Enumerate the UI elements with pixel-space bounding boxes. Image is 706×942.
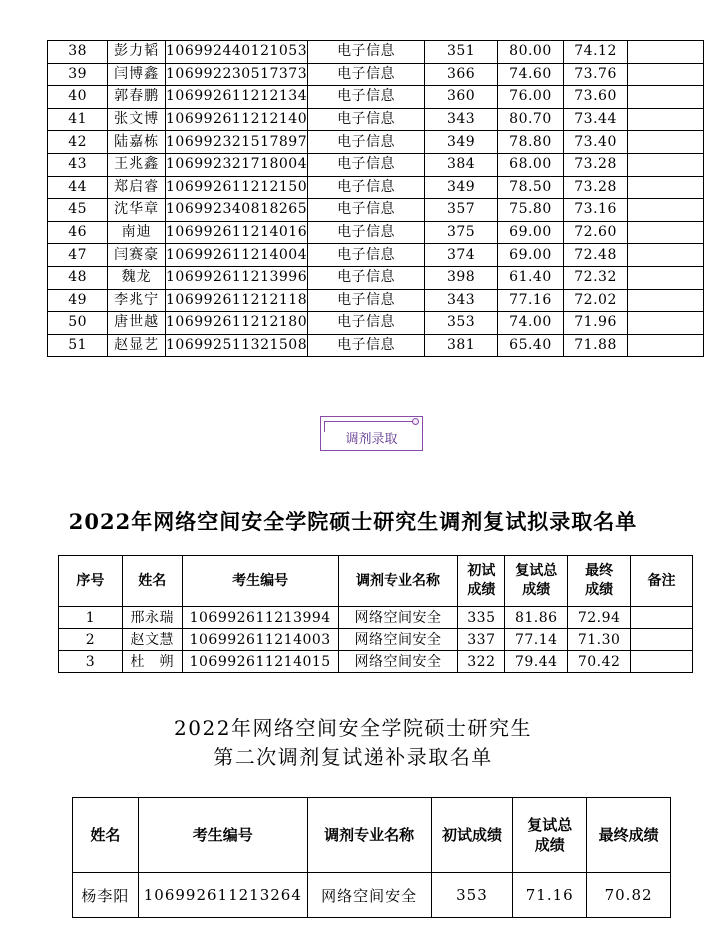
section2-title-line2: 第二次调剂复试递补录取名单 (213, 745, 493, 769)
table-cell: 351 (425, 41, 498, 64)
section1-title: 2022年网络空间安全学院硕士研究生调剂复试拟录取名单 (68, 509, 638, 534)
table-cell: 74.00 (498, 312, 564, 335)
annotation-label: 调剂录取 (345, 432, 398, 447)
table-cell: 赵文慧 (122, 629, 182, 651)
table-cell: 电子信息 (308, 289, 425, 312)
table-cell: 69.00 (498, 244, 564, 267)
table-cell: 43 (48, 153, 108, 176)
table-cell: 106992611212140 (166, 108, 308, 131)
table-cell (628, 41, 704, 64)
table-cell: 40 (48, 86, 108, 109)
admission-table-continued (47, 40, 704, 357)
table-cell: 61.40 (498, 266, 564, 289)
table-cell: 106992511321508 (166, 334, 308, 357)
table-cell: 375 (425, 221, 498, 244)
table-cell: 王兆鑫 (108, 153, 166, 176)
table-cell: 沈华章 (108, 199, 166, 222)
table-cell: 39 (48, 63, 108, 86)
table-cell: 47 (48, 244, 108, 267)
table-cell: 374 (425, 244, 498, 267)
table-cell: 郭春鹏 (108, 86, 166, 109)
table-cell: 353 (425, 312, 498, 335)
table-cell: 106992611214015 (182, 651, 338, 673)
table-row (48, 153, 704, 176)
table-cell: 网络空间安全 (338, 629, 458, 651)
table-cell: 电子信息 (308, 63, 425, 86)
annotation-bracket (324, 421, 419, 432)
section2-title (0, 714, 706, 772)
table-cell (628, 153, 704, 176)
table-cell: 电子信息 (308, 108, 425, 131)
table-cell: 79.44 (505, 651, 568, 673)
table-row (48, 63, 704, 86)
table-cell: 71.88 (563, 334, 628, 357)
table-cell: 78.50 (498, 176, 564, 199)
table-cell: 77.14 (505, 629, 568, 651)
table-cell: 陆嘉栋 (108, 131, 166, 154)
table-cell: 381 (425, 334, 498, 357)
table-header-row (73, 798, 671, 873)
table-cell: 71.96 (563, 312, 628, 335)
table-cell (628, 199, 704, 222)
table-row (48, 131, 704, 154)
header-cell: 最终成绩 (587, 798, 671, 873)
header-cell: 姓名 (122, 556, 182, 607)
table-cell: 38 (48, 41, 108, 64)
table-cell: 80.70 (498, 108, 564, 131)
table-cell: 电子信息 (308, 334, 425, 357)
table-cell (628, 131, 704, 154)
table-cell: 322 (458, 651, 505, 673)
table-cell (628, 221, 704, 244)
annotation-handle-icon[interactable] (412, 418, 419, 425)
table-cell (628, 63, 704, 86)
table-cell: 74.12 (563, 41, 628, 64)
table-cell: 46 (48, 221, 108, 244)
table-cell: 349 (425, 131, 498, 154)
table-cell: 闫博鑫 (108, 63, 166, 86)
table-cell: 邢永瑞 (122, 607, 182, 629)
table-cell: 106992321517897 (166, 131, 308, 154)
table-cell: 杨李阳 (73, 873, 139, 918)
table-cell: 366 (425, 63, 498, 86)
table-cell: 69.00 (498, 221, 564, 244)
table-cell: 51 (48, 334, 108, 357)
header-text-line2: 成绩 (585, 582, 614, 598)
table-cell: 357 (425, 199, 498, 222)
header-text-line1: 最终 (585, 563, 614, 579)
table-cell: 电子信息 (308, 86, 425, 109)
table-row (48, 221, 704, 244)
table-cell: 50 (48, 312, 108, 335)
table-cell (628, 86, 704, 109)
table-row (48, 176, 704, 199)
table-cell: 唐世越 (108, 312, 166, 335)
table-cell: 1 (59, 607, 123, 629)
table-cell: 3 (59, 651, 123, 673)
header-cell: 调剂专业名称 (338, 556, 458, 607)
table-cell (628, 312, 704, 335)
table-cell: 41 (48, 108, 108, 131)
table-cell: 李兆宁 (108, 289, 166, 312)
table-cell: 80.00 (498, 41, 564, 64)
table-cell: 106992611213994 (182, 607, 338, 629)
table-cell: 72.02 (563, 289, 628, 312)
table-cell: 353 (431, 873, 513, 918)
table-cell: 337 (458, 629, 505, 651)
table-cell: 106992611212150 (166, 176, 308, 199)
table-cell: 73.28 (563, 176, 628, 199)
table-cell: 闫赛豪 (108, 244, 166, 267)
table-cell: 杜 朔 (122, 651, 182, 673)
table-cell: 72.48 (563, 244, 628, 267)
table-cell: 赵显艺 (108, 334, 166, 357)
table-row (59, 629, 693, 651)
header-cell (458, 556, 505, 607)
table-cell: 106992340818265 (166, 199, 308, 222)
table-cell: 张文博 (108, 108, 166, 131)
table-cell: 76.00 (498, 86, 564, 109)
table-cell: 72.32 (563, 266, 628, 289)
annotation-box[interactable] (320, 416, 423, 451)
table-cell: 398 (425, 266, 498, 289)
table-row (73, 873, 671, 918)
header-cell: 考生编号 (138, 798, 307, 873)
table-cell: 360 (425, 86, 498, 109)
table-cell: 74.60 (498, 63, 564, 86)
table-cell: 电子信息 (308, 153, 425, 176)
table-cell: 73.44 (563, 108, 628, 131)
table-cell: 106992611212118 (166, 289, 308, 312)
table-row (59, 607, 693, 629)
table-cell: 72.60 (563, 221, 628, 244)
header-cell (568, 556, 631, 607)
table-cell (631, 629, 693, 651)
table-cell: 电子信息 (308, 266, 425, 289)
table-cell: 44 (48, 176, 108, 199)
table-cell: 网络空间安全 (307, 873, 431, 918)
table-cell: 电子信息 (308, 199, 425, 222)
header-cell: 序号 (59, 556, 123, 607)
table-cell: 电子信息 (308, 131, 425, 154)
table-cell: 电子信息 (308, 41, 425, 64)
header-cell: 调剂专业名称 (307, 798, 431, 873)
table-row (59, 651, 693, 673)
table-cell: 70.82 (587, 873, 671, 918)
adjustment-admission-table (58, 555, 693, 673)
table-cell: 81.86 (505, 607, 568, 629)
header-cell: 姓名 (73, 798, 139, 873)
header-text-line2: 成绩 (534, 836, 565, 854)
header-text-line1: 复试总 (515, 563, 558, 579)
table-cell: 73.76 (563, 63, 628, 86)
supplementary-admission-table (72, 797, 671, 918)
table-row (48, 86, 704, 109)
table-cell: 75.80 (498, 199, 564, 222)
table-row (48, 108, 704, 131)
table-cell (631, 607, 693, 629)
table-cell: 南迪 (108, 221, 166, 244)
header-cell: 初试成绩 (431, 798, 513, 873)
table-cell: 70.42 (568, 651, 631, 673)
table-row (48, 312, 704, 335)
table-cell: 106992611212134 (166, 86, 308, 109)
table-cell: 71.16 (513, 873, 587, 918)
table-cell: 77.16 (498, 289, 564, 312)
table-row (48, 334, 704, 357)
table-cell (628, 266, 704, 289)
table-cell: 电子信息 (308, 312, 425, 335)
header-text-line2: 成绩 (467, 582, 496, 598)
header-text-line1: 复试总 (527, 816, 573, 834)
table-cell: 343 (425, 289, 498, 312)
header-cell (505, 556, 568, 607)
table-cell: 106992440121053 (166, 41, 308, 64)
table-cell: 网络空间安全 (338, 607, 458, 629)
table-cell: 彭力韬 (108, 41, 166, 64)
table-cell: 106992611212180 (166, 312, 308, 335)
table-cell: 335 (458, 607, 505, 629)
section2-title-line1: 2022年网络空间安全学院硕士研究生 (174, 716, 532, 740)
table-cell: 48 (48, 266, 108, 289)
table-row (48, 199, 704, 222)
table-cell: 73.40 (563, 131, 628, 154)
table-row (48, 41, 704, 64)
table-cell: 106992321718004 (166, 153, 308, 176)
table-cell (628, 289, 704, 312)
table-cell: 73.60 (563, 86, 628, 109)
table-cell: 电子信息 (308, 221, 425, 244)
table-cell: 42 (48, 131, 108, 154)
table-row (48, 289, 704, 312)
header-text-line1: 初试 (467, 563, 496, 579)
table-cell: 78.80 (498, 131, 564, 154)
table-cell: 106992611213996 (166, 266, 308, 289)
table-cell: 349 (425, 176, 498, 199)
table-cell: 郑启睿 (108, 176, 166, 199)
table-cell (631, 651, 693, 673)
table-cell: 384 (425, 153, 498, 176)
table-cell (628, 334, 704, 357)
table-cell: 网络空间安全 (338, 651, 458, 673)
header-cell: 备注 (631, 556, 693, 607)
table-cell: 71.30 (568, 629, 631, 651)
table-row (48, 244, 704, 267)
table-cell: 106992611214016 (166, 221, 308, 244)
table-header-row (59, 556, 693, 607)
table-cell: 106992230517373 (166, 63, 308, 86)
table-cell: 73.16 (563, 199, 628, 222)
table-cell: 343 (425, 108, 498, 131)
table-cell: 106992611214003 (182, 629, 338, 651)
table-cell: 49 (48, 289, 108, 312)
table-cell: 电子信息 (308, 176, 425, 199)
table-cell: 45 (48, 199, 108, 222)
table-cell: 2 (59, 629, 123, 651)
header-cell: 考生编号 (182, 556, 338, 607)
table-cell: 68.00 (498, 153, 564, 176)
table-cell: 72.94 (568, 607, 631, 629)
table-cell: 电子信息 (308, 244, 425, 267)
table-row (48, 266, 704, 289)
header-cell (513, 798, 587, 873)
table-cell: 73.28 (563, 153, 628, 176)
table-cell: 106992611214004 (166, 244, 308, 267)
table-cell (628, 176, 704, 199)
table-cell: 魏龙 (108, 266, 166, 289)
table-cell (628, 244, 704, 267)
table-cell: 65.40 (498, 334, 564, 357)
header-text-line2: 成绩 (522, 582, 551, 598)
table-cell: 106992611213264 (138, 873, 307, 918)
table-cell (628, 108, 704, 131)
